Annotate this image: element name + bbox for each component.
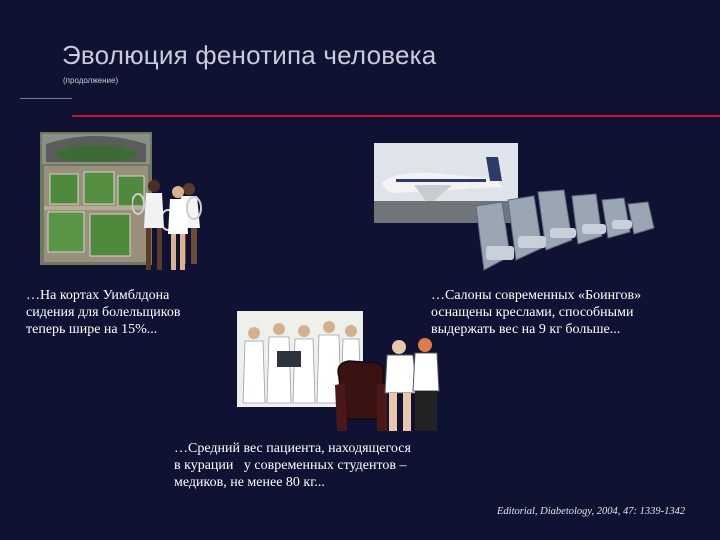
nurse-and-patient-drawing <box>333 333 443 439</box>
reference-citation: Editorial, Diabetology, 2004, 47: 1339-1342 <box>497 506 686 517</box>
tennis-players-photo <box>132 178 204 278</box>
caption-boeing: …Салоны современных «Боингов» оснащены креслами, способными выдержать вес на 9 кг больше... <box>431 288 642 337</box>
slide-title: Эволюция фенотипа человека <box>62 40 437 70</box>
aircraft-seats-photo <box>472 186 668 276</box>
divider-red <box>72 115 720 117</box>
divider-grey <box>20 98 72 99</box>
caption-wimbledon: …На кортах Уимблдона сидения для болельщиков теперь шире на 15%... <box>26 288 181 337</box>
slide-subtitle: (продолжение) <box>63 76 119 85</box>
caption-students: …Средний вес пациента, находящегося в курации у современных студентов – медиков, не менее 80 кг... <box>174 441 411 490</box>
